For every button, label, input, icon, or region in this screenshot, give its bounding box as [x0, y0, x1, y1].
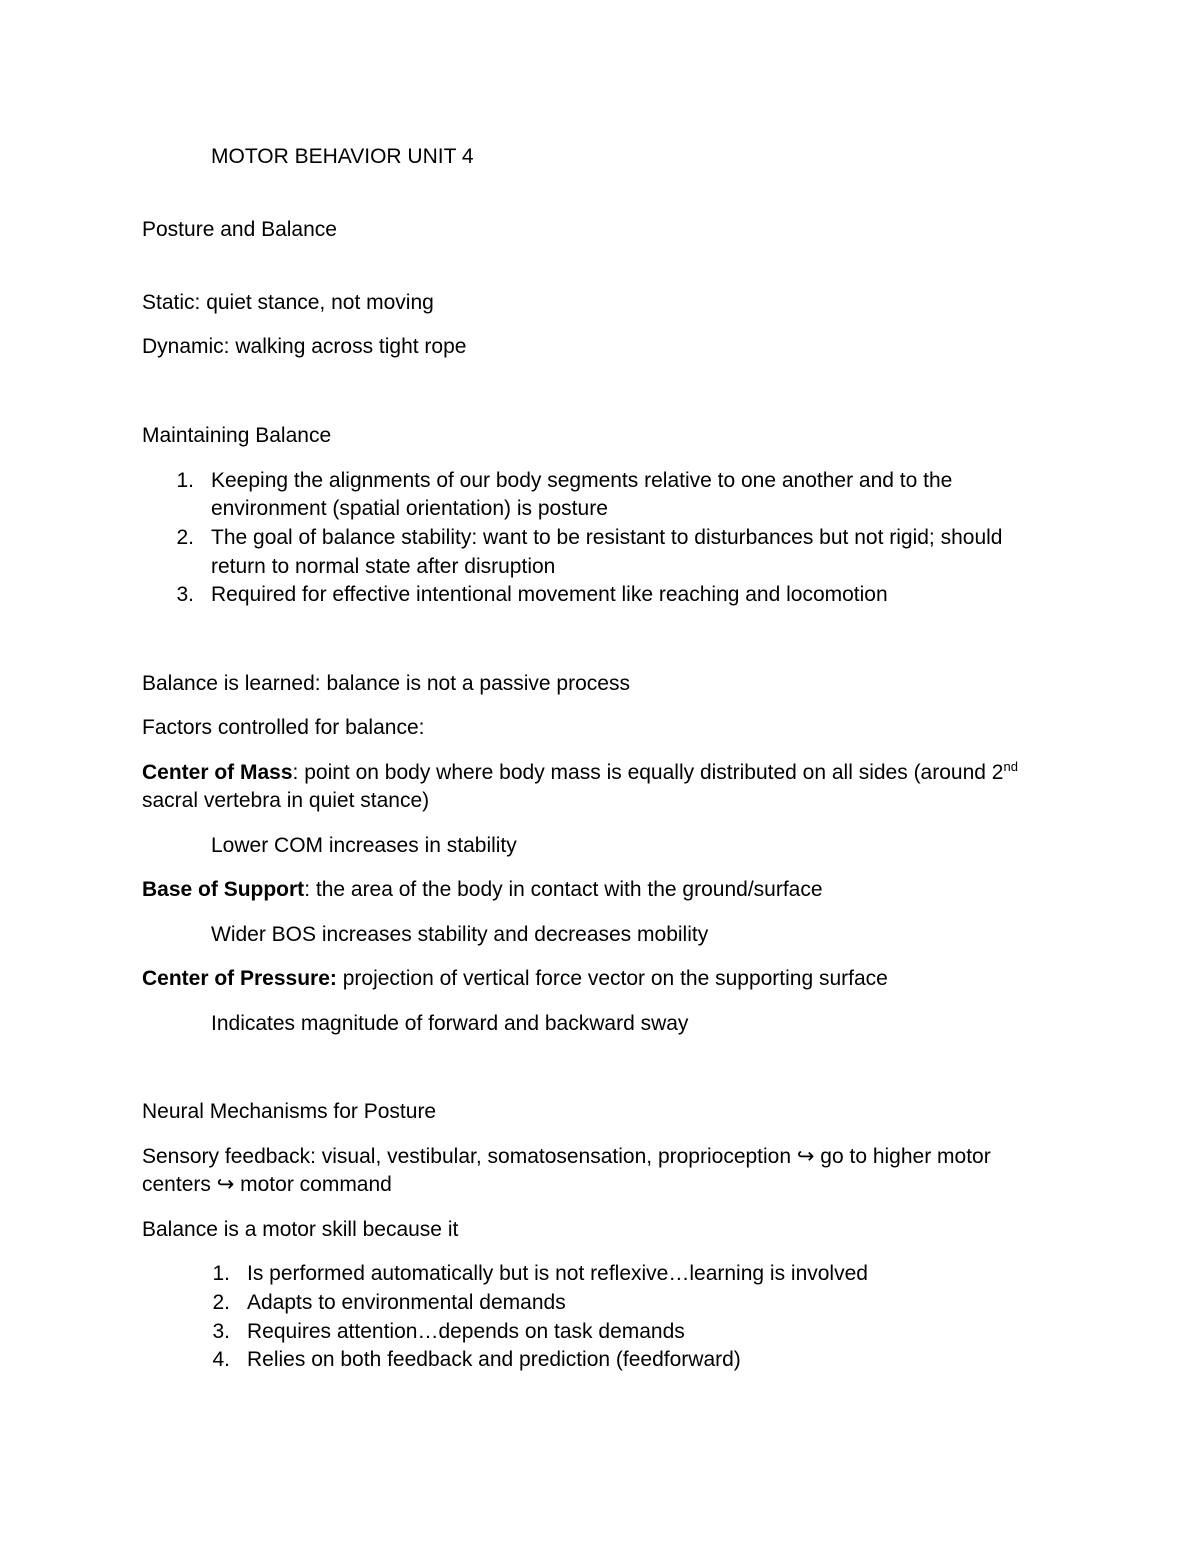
- center-of-mass-term: Center of Mass: [142, 761, 293, 784]
- list-item-number: 2.: [176, 526, 194, 549]
- base-of-support-note: Wider BOS increases stability and decreases mobility: [211, 923, 709, 946]
- center-of-mass-text: : point on body where body mass is equally distributed on all sides (around 2: [292, 761, 1004, 784]
- list-item-text: Keeping the alignments of our body segments relative to one another and to the: [211, 469, 953, 492]
- base-of-support-text: : the area of the body in contact with the ground/surface: [304, 878, 823, 901]
- list-item-text: Required for effective intentional movement like reaching and locomotion: [211, 583, 888, 606]
- list-item-number: 2.: [212, 1291, 230, 1314]
- list-item-number: 3.: [212, 1320, 230, 1343]
- list-item-text: return to normal state after disruption: [211, 555, 556, 578]
- list-item-number: 4.: [212, 1348, 230, 1371]
- heading-posture-and-balance: Posture and Balance: [142, 218, 337, 241]
- balance-is-learned: Balance is learned: balance is not a passive process: [142, 672, 630, 695]
- center-of-mass-note: Lower COM increases in stability: [211, 834, 517, 857]
- document-title: MOTOR BEHAVIOR UNIT 4: [211, 145, 474, 168]
- factors-heading: Factors controlled for balance:: [142, 716, 425, 739]
- list-item-text: Is performed automatically but is not reflexive…learning is involved: [247, 1262, 868, 1285]
- center-of-pressure-definition: [142, 965, 888, 993]
- list-item-number: 3.: [176, 583, 194, 606]
- heading-neural-mechanisms: Neural Mechanisms for Posture: [142, 1100, 437, 1123]
- list-item-text: Requires attention…depends on task demands: [247, 1320, 685, 1343]
- center-of-pressure-term: Center of Pressure:: [142, 967, 337, 990]
- list-item-text: environment (spatial orientation) is posture: [211, 497, 608, 520]
- static-definition: Static: quiet stance, not moving: [142, 291, 434, 314]
- heading-motor-skill: Balance is a motor skill because it: [142, 1218, 459, 1241]
- center-of-pressure-note: Indicates magnitude of forward and backward sway: [211, 1012, 689, 1035]
- list-item-text: The goal of balance stability: want to be resistant to disturbances but not rigid; should: [211, 526, 1003, 549]
- center-of-mass-definition: [142, 759, 1018, 787]
- list-item-text: Adapts to environmental demands: [247, 1291, 566, 1314]
- base-of-support-definition: [142, 876, 823, 904]
- sensory-feedback-continuation: centers ↪ motor command: [142, 1173, 392, 1196]
- list-item-number: 1.: [212, 1262, 230, 1285]
- heading-maintaining-balance: Maintaining Balance: [142, 424, 332, 447]
- list-item-text: Relies on both feedback and prediction (feedforward): [247, 1348, 741, 1371]
- sensory-feedback-line: Sensory feedback: visual, vestibular, somatosensation, proprioception ↪ go to higher motor: [142, 1145, 991, 1168]
- center-of-mass-continuation: sacral vertebra in quiet stance): [142, 789, 430, 812]
- center-of-mass-superscript: nd: [1003, 759, 1018, 774]
- dynamic-definition: Dynamic: walking across tight rope: [142, 335, 467, 358]
- list-item-number: 1.: [176, 469, 194, 492]
- base-of-support-term: Base of Support: [142, 878, 305, 901]
- center-of-pressure-text: projection of vertical force vector on the supporting surface: [336, 967, 888, 990]
